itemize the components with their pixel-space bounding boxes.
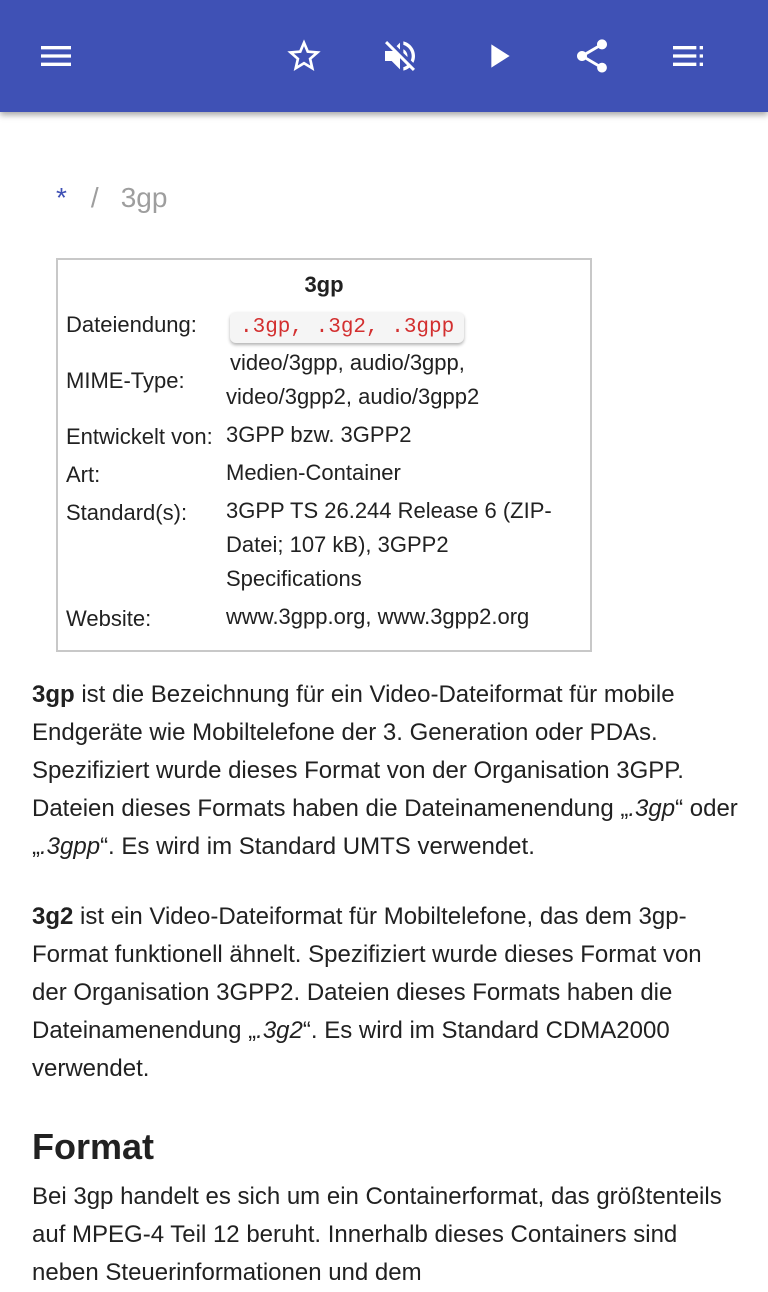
menu-button[interactable] bbox=[28, 28, 84, 84]
infobox-value-developer: 3GPP bzw. 3GPP2 bbox=[226, 422, 412, 447]
paragraph-3gp-text-c: “. Es wird im Standard UMTS verwendet. bbox=[100, 833, 535, 860]
breadcrumb-current: 3gp bbox=[120, 182, 168, 213]
infobox-label-extension: Dateiendung: bbox=[66, 312, 197, 337]
breadcrumb-root-link[interactable]: * bbox=[56, 182, 67, 213]
play-icon bbox=[478, 36, 518, 76]
infobox-title: 3gp bbox=[304, 272, 344, 297]
paragraph-3g2 bbox=[32, 898, 738, 1088]
play-button[interactable] bbox=[470, 28, 526, 84]
infobox-label-standards: Standard(s): bbox=[66, 500, 188, 525]
infobox-value-extension: .3gp, .3g2, .3gpp bbox=[230, 312, 464, 343]
extension-3gp: .3gp bbox=[628, 795, 676, 822]
volume-off-icon bbox=[380, 36, 420, 76]
table-of-contents-button[interactable] bbox=[660, 28, 716, 84]
paragraph-3gp bbox=[32, 676, 738, 866]
infobox-value-mime: video/3gpp, audio/3gpp, video/3gpp2, audio/3gpp2 bbox=[226, 350, 480, 409]
infobox-value-type: Medien-Container bbox=[226, 460, 401, 485]
paragraph-format: Bei 3gp handelt es sich um ein Containerformat, das größtenteils auf MPEG-4 Teil 12 beruht. Innerhalb dieses Containers sind neben Steuerinformationen und dem bbox=[32, 1183, 722, 1286]
infobox bbox=[56, 258, 592, 652]
menu-icon bbox=[36, 36, 76, 76]
bookmark-button[interactable] bbox=[276, 28, 332, 84]
breadcrumb-separator: / bbox=[90, 182, 99, 213]
infobox-label-mime: MIME-Type: bbox=[66, 368, 185, 393]
infobox-label-website: Website: bbox=[66, 606, 152, 631]
breadcrumb bbox=[56, 182, 167, 214]
term-3g2: 3g2 bbox=[32, 903, 74, 930]
section-heading-format: Format bbox=[32, 1126, 155, 1167]
extension-3gpp: .3gpp bbox=[40, 833, 101, 860]
app-toolbar bbox=[0, 0, 768, 112]
share-icon bbox=[572, 36, 612, 76]
star-outline-icon bbox=[284, 36, 324, 76]
paragraph-3g2-text-a: ist ein Video-Dateiformat für Mobiltelefone, das dem 3gp-Format funktionell ähnelt. Spezifiziert wurde dieses Format von der Organisation 3GPP2. Dateien dieses Formats haben die Dateinamenendung „ bbox=[32, 903, 702, 1044]
infobox-value-website[interactable]: www.3gpp.org, www.3gpp2.org bbox=[226, 604, 530, 629]
term-3gp: 3gp bbox=[32, 681, 75, 708]
mute-button[interactable] bbox=[372, 28, 428, 84]
paragraph-3g2-text-b: “. Es wird im Standard CDMA2000 verwendet. bbox=[32, 1017, 670, 1082]
infobox-label-type: Art: bbox=[66, 462, 101, 487]
infobox-label-developer: Entwickelt von: bbox=[66, 424, 213, 449]
paragraph-3gp-text-b: “ oder „ bbox=[32, 795, 738, 860]
share-button[interactable] bbox=[564, 28, 620, 84]
extension-3g2: .3g2 bbox=[256, 1017, 303, 1044]
playlist-icon bbox=[668, 36, 708, 76]
paragraph-3gp-text-a: ist die Bezeichnung für ein Video-Dateiformat für mobile Endgeräte wie Mobiltelefone der 3. Generation oder PDAs. Spezifiziert wurde dieses Format von der Organisation 3GPP. Dateien dieses Formats haben die Dateinamenendung „ bbox=[32, 681, 684, 822]
infobox-value-standards[interactable]: 3GPP TS 26.244 Release 6 (ZIP-Datei; 107 kB), 3GPP2 Specifications bbox=[226, 498, 552, 591]
